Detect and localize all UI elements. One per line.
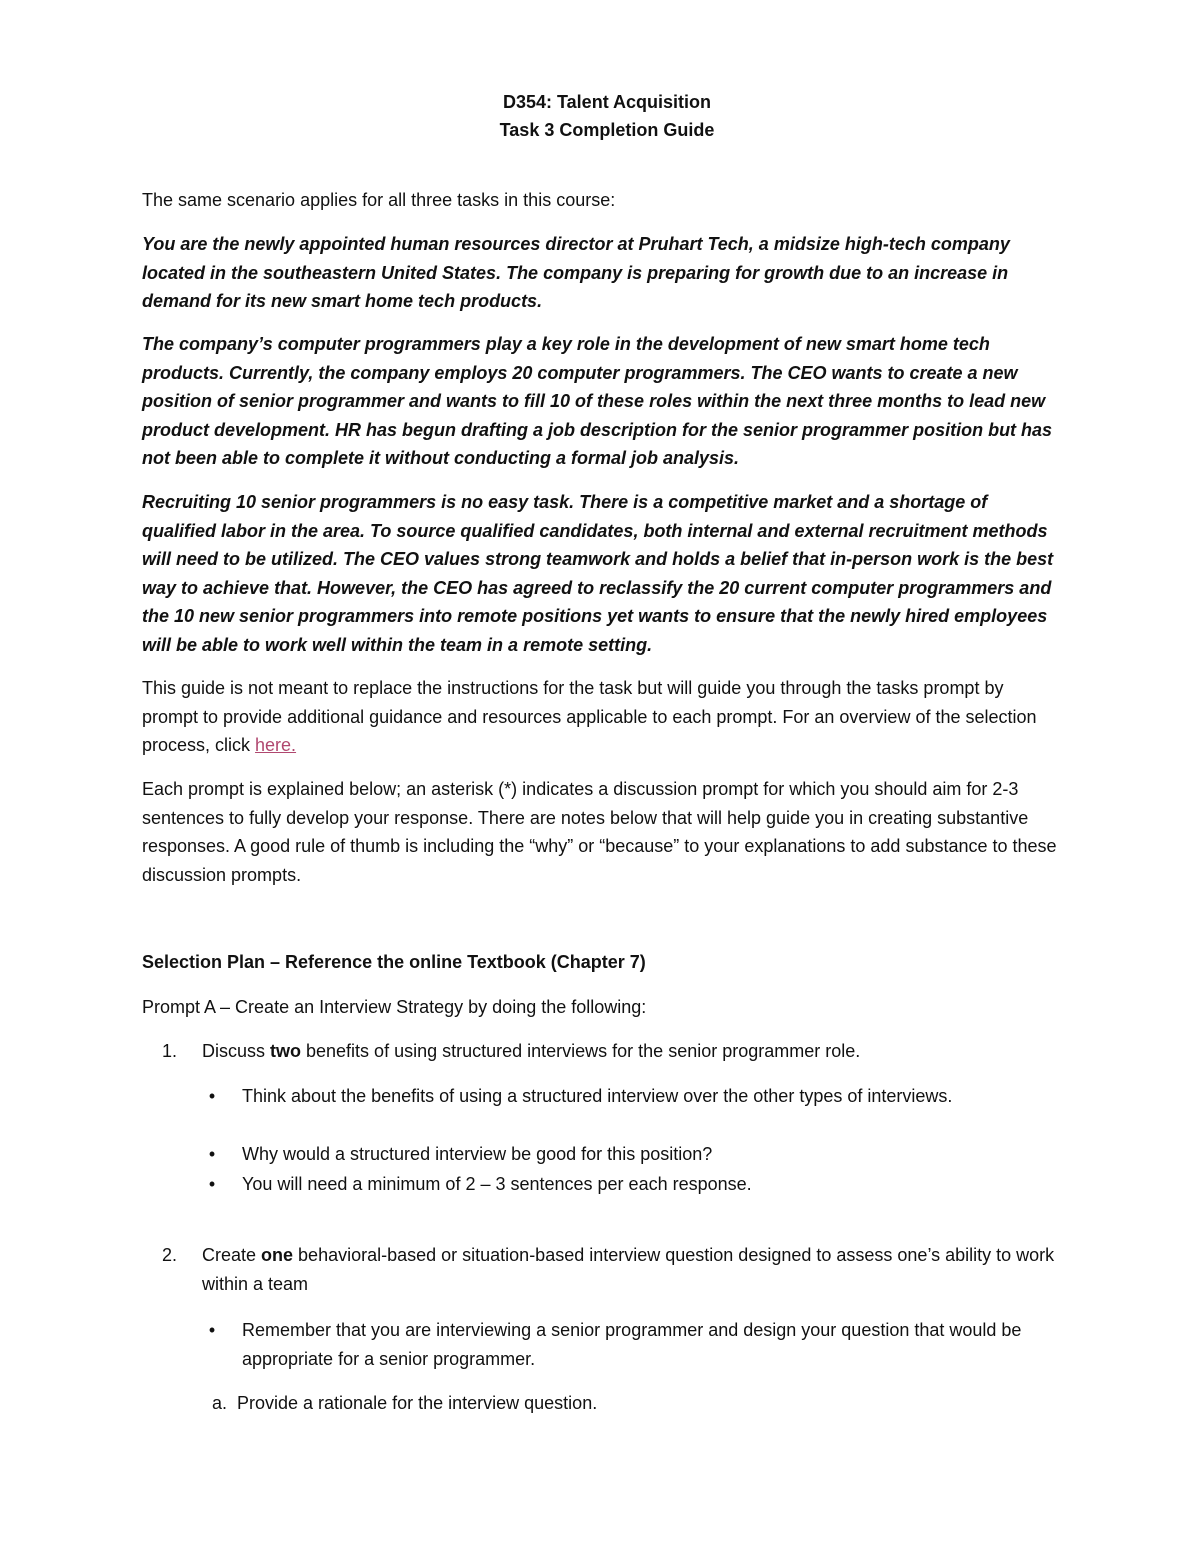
item-number: 1. bbox=[162, 1041, 178, 1061]
sub-item-a-text: Provide a rationale for the interview question. bbox=[237, 1393, 598, 1413]
section-heading: Selection Plan – Reference the online Textbook (Chapter 7) bbox=[142, 952, 646, 972]
scenario-lead: The same scenario applies for all three tasks in this course: bbox=[142, 190, 616, 210]
bullet-text: Remember that you are interviewing a senior programmer and design your question that would be appropriate for a senior programmer. bbox=[242, 1320, 1022, 1369]
sub-item-letter: a. bbox=[212, 1393, 228, 1413]
guide-note-text: This guide is not meant to replace the instructions for the task but will guide you through the tasks prompt by prompt to provide additional guidance and resources applicable to each prompt. For an overview of the selection process, click bbox=[142, 678, 1037, 756]
prompt-a-title: Prompt A – Create an Interview Strategy by doing the following: bbox=[142, 997, 647, 1017]
bullet-text: Why would a structured interview be good for this position? bbox=[242, 1144, 713, 1164]
overview-link[interactable]: here. bbox=[255, 735, 297, 756]
scenario-paragraph-1: You are the newly appointed human resources director at Pruhart Tech, a midsize high-tech company located in the southeastern United States. The company is preparing for growth due to an increase in demand for its new smart home tech products. bbox=[142, 234, 1010, 312]
item-2-text-end: behavioral-based or situation-based interview question designed to assess one’s ability to work within a team bbox=[202, 1245, 1055, 1294]
item-2-text-start: Create bbox=[202, 1245, 262, 1265]
bullet-item bbox=[208, 1140, 1062, 1169]
numbered-item-1 bbox=[162, 1037, 1042, 1066]
numbered-item-2 bbox=[162, 1241, 1062, 1298]
item-1-text-end: benefits of using structured interviews for the senior programmer role. bbox=[301, 1041, 861, 1061]
bullet-text: Think about the benefits of using a structured interview over the other types of interviews. bbox=[242, 1086, 953, 1106]
bullet-dot-icon: • bbox=[208, 1086, 216, 1106]
bullet-item bbox=[208, 1082, 1062, 1111]
bullet-dot-icon: • bbox=[208, 1320, 216, 1340]
item-2-emphasis: one bbox=[261, 1245, 294, 1265]
bullet-text: You will need a minimum of 2 – 3 sentences per each response. bbox=[242, 1174, 752, 1194]
course-title: D354: Talent Acquisition bbox=[502, 92, 712, 112]
item-1-text-start: Discuss bbox=[202, 1041, 271, 1061]
prompt-note: Each prompt is explained below; an asterisk (*) indicates a discussion prompt for which you should aim for 2-3 sentences to fully develop your response. There are notes below that will help guide you in creating substantive responses. A good rule of thumb is including the “why” or “because” to your explanations to add substance to these discussion prompts. bbox=[142, 779, 1057, 885]
sub-item-a bbox=[212, 1389, 1092, 1418]
item-1-emphasis: two bbox=[270, 1041, 302, 1061]
scenario-paragraph-3: Recruiting 10 senior programmers is no easy task. There is a competitive market and a shortage of qualified labor in the area. To source qualified candidates, both internal and external recruitment methods will need to be utilized. The CEO values strong teamwork and holds a belief that in-person work is the best way to achieve that. However, the CEO has agreed to reclassify the 20 current computer programmers and the 10 new senior programmers into remote positions yet wants to ensure that the newly hired employees will be able to work well within the team in a remote setting. bbox=[142, 492, 1054, 655]
guide-note bbox=[142, 674, 1057, 760]
bullet-dot-icon: • bbox=[208, 1144, 216, 1164]
scenario-paragraph-2: The company’s computer programmers play a key role in the development of new smart home tech products. Currently, the company employs 20 computer programmers. The CEO wants to create a new position of senior programmer and wants to fill 10 of these roles within the next three months to lead new product development. HR has begun drafting a job description for the senior programmer position but has not been able to complete it without conducting a formal job analysis. bbox=[142, 334, 1053, 469]
bullet-item bbox=[208, 1316, 1062, 1373]
guide-title: Task 3 Completion Guide bbox=[499, 120, 715, 140]
item-number: 2. bbox=[162, 1245, 178, 1265]
bullet-item bbox=[208, 1170, 1062, 1199]
bullet-dot-icon: • bbox=[208, 1174, 216, 1194]
